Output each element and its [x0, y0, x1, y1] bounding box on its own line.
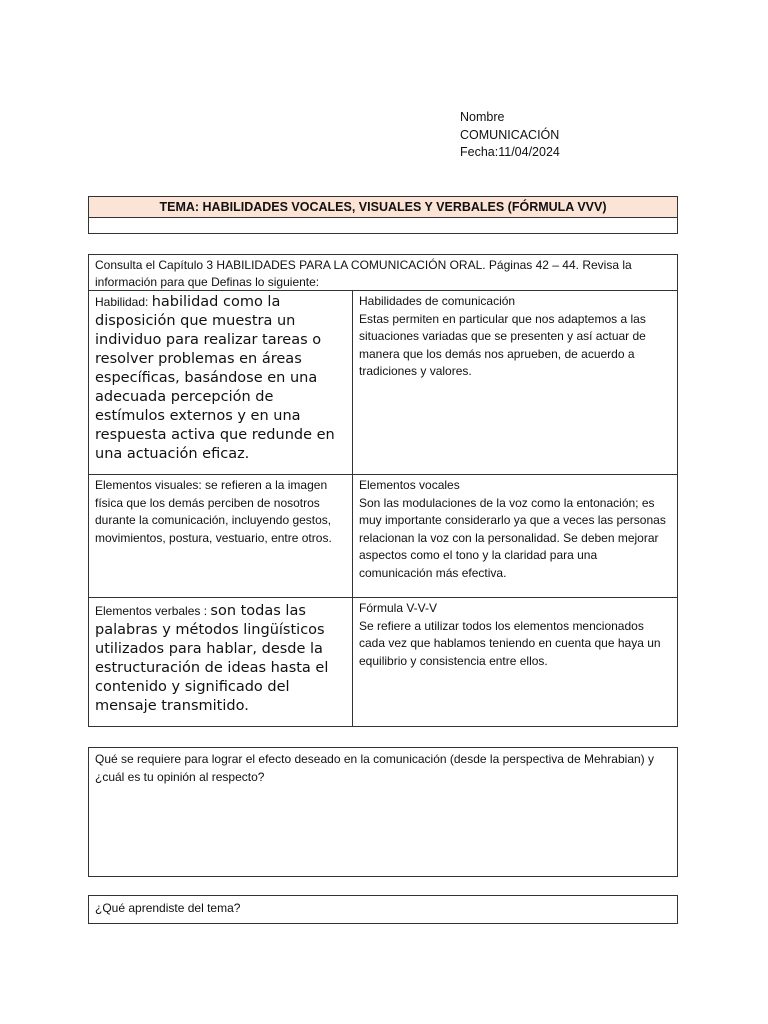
habilidad-label: Habilidad: — [95, 295, 152, 309]
document-header — [460, 109, 560, 162]
question-learned-box[interactable] — [88, 895, 678, 924]
cell-elementos-vocales[interactable] — [353, 475, 677, 597]
cell-formula-vvv[interactable] — [353, 598, 677, 726]
question-learned-text: ¿Qué aprendiste del tema? — [95, 901, 241, 915]
habilidades-comunicacion-label: Habilidades de comunicación — [359, 294, 516, 308]
tema-answer-cell[interactable] — [89, 218, 677, 234]
habilidades-comunicacion-text: Estas permiten en particular que nos adaptemos a las situaciones variadas que se presenten y así actuar de manera que los demás nos aprueben, de acuerdo a tradiciones y valores. — [359, 311, 646, 378]
formula-vvv-label: Fórmula V-V-V — [359, 601, 438, 615]
elementos-verbales-text: son todas las palabras y métodos lingüísticos utilizados para hablar, desde la estructuración de ideas hasta el contenido y significado del mensaje transmitido. — [95, 603, 329, 714]
elementos-verbales-label: Elementos verbales : — [95, 604, 211, 618]
definitions-table — [88, 254, 678, 727]
name-line: Nombre — [460, 110, 505, 124]
tema-table — [88, 196, 678, 234]
tema-title: TEMA: HABILIDADES VOCALES, VISUALES Y VERBALES (FÓRMULA VVV) — [89, 197, 677, 218]
table-row — [89, 598, 677, 726]
table-row — [89, 291, 677, 475]
subject-line: COMUNICACIÓN — [460, 127, 560, 142]
table-row — [89, 475, 677, 598]
question-mehrabian-text: Qué se requiere para lograr el efecto deseado en la comunicación (desde la perspectiva de Mehrabian) y ¿cuál es tu opinión al respecto? — [95, 752, 654, 784]
date-line: Fecha:11/04/2024 — [460, 145, 560, 159]
elementos-visuales-text: Elementos visuales: se refieren a la imagen física que los demás perciben de nosotros durante la comunicación, incluyendo gestos, movimientos, postura, vestuario, entre otros. — [95, 478, 332, 545]
formula-vvv-text: Se refiere a utilizar todos los elementos mencionados cada vez que hablamos teniendo en cuenta que haya un equilibrio y consistencia entre ellos. — [359, 618, 661, 668]
cell-elementos-verbales[interactable] — [89, 598, 353, 726]
cell-habilidad[interactable] — [89, 291, 353, 474]
elementos-vocales-label: Elementos vocales — [359, 478, 460, 492]
cell-habilidades-comunicacion[interactable] — [353, 291, 677, 474]
elementos-vocales-text: Son las modulaciones de la voz como la entonación; es muy importante considerarlo ya que a veces las personas relacionan la voz con la personalidad. Se deben mejorar aspectos como el tono y la claridad para una comunicación más efectiva. — [359, 495, 666, 580]
table-instructions: Consulta el Capítulo 3 HABILIDADES PARA LA COMUNICACIÓN ORAL. Páginas 42 – 44. Revisa la información para que Definas lo siguiente: — [89, 255, 677, 291]
cell-elementos-visuales[interactable] — [89, 475, 353, 597]
question-mehrabian-box[interactable] — [88, 747, 678, 877]
habilidad-text: habilidad como la disposición que muestra un individuo para realizar tareas o resolver problemas en áreas específicas, basándose en una adecuada percepción de estímulos externos y en una respuesta activa que redunde en una actuación eficaz. — [95, 294, 335, 462]
